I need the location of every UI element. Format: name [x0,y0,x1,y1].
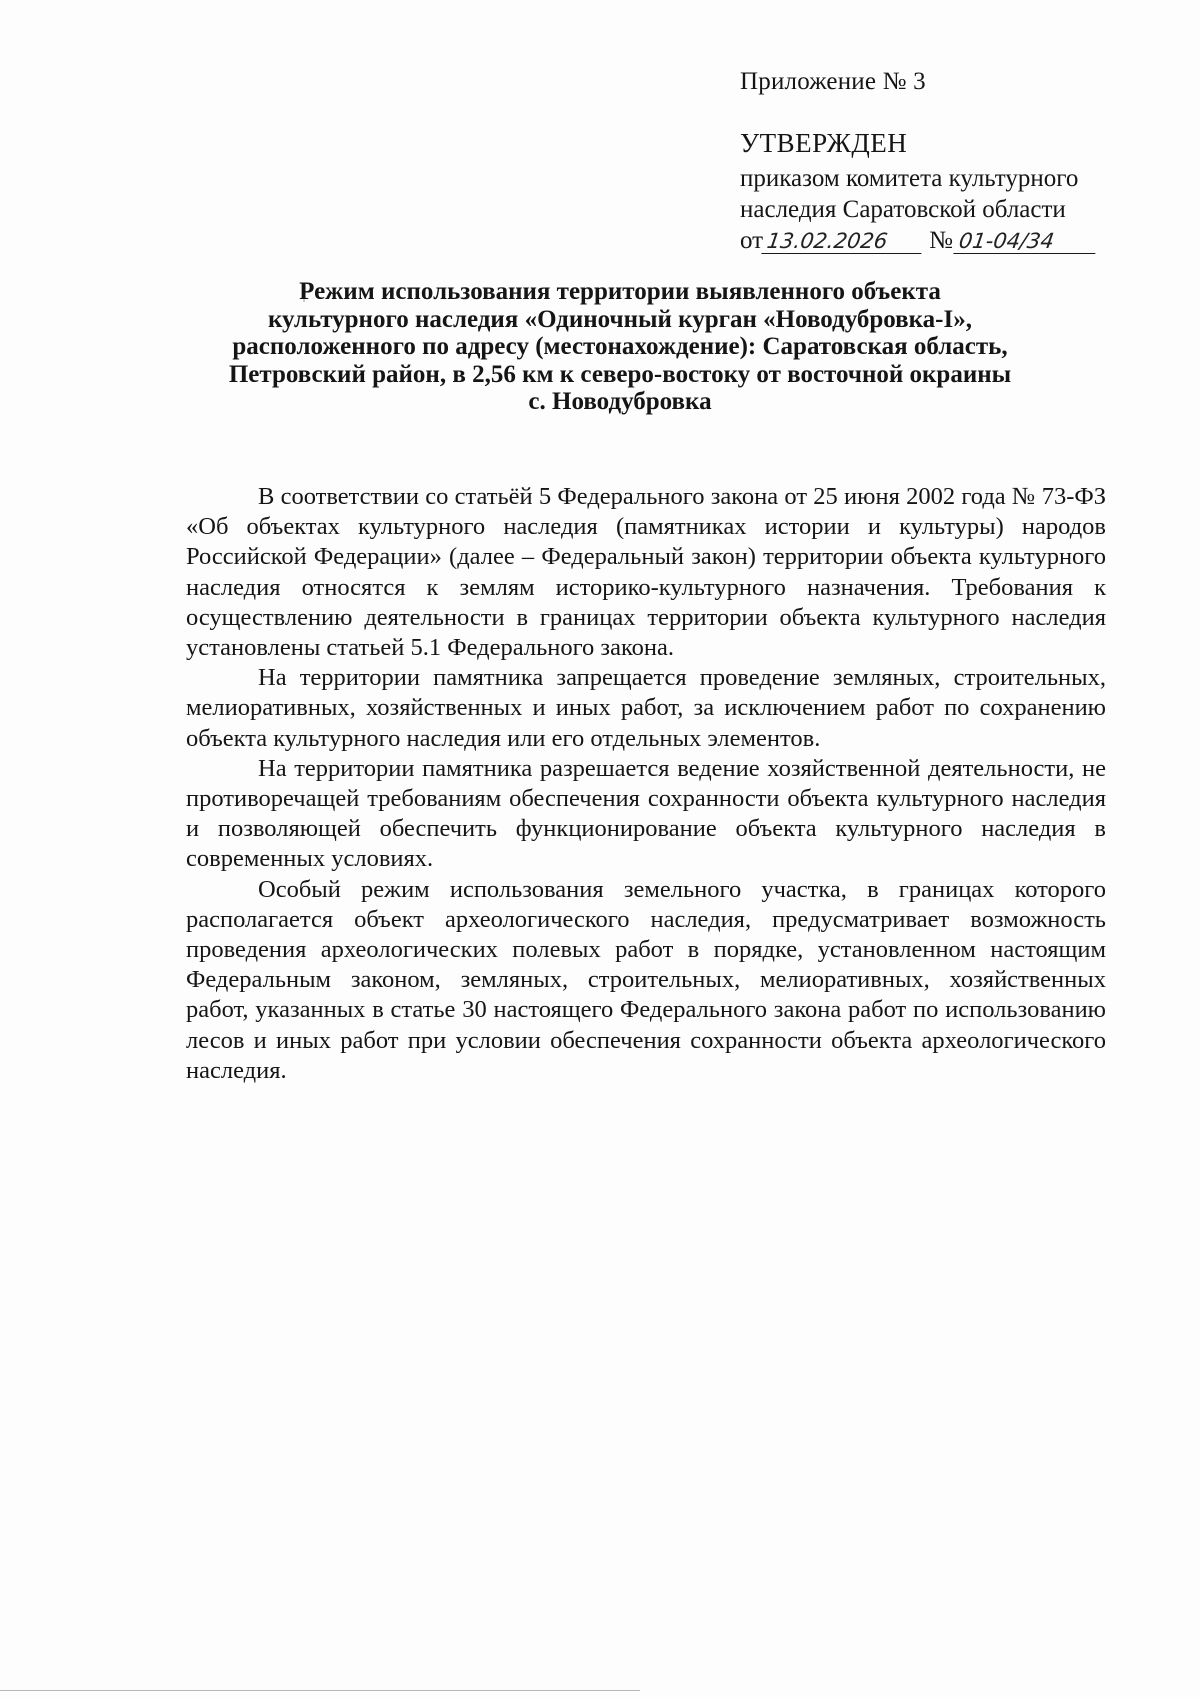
body-paragraph-4: Особый режим использования земельного участка, в границах которого располагается объект археологического наследия, предусматривает возможность проведения археологических полевых работ в порядке, установленном настоящим Федеральным законом, земляных, строительных, мелиоративных, хозяйственных работ, указанных в статье 30 настоящего Федерального закона работ по использованию лесов и иных работ при условии обеспечения сохранности объекта археологического наследия. [186,875,1106,1084]
approved-by-line-2: наследия Саратовской области [740,196,1066,223]
title-line: с. Новодубровка [528,388,712,415]
order-number-sign: № [929,227,953,254]
approved-heading: УТВЕРЖДЕН [740,128,908,158]
appendix-label: Приложение № 3 [740,68,926,95]
order-reference [740,225,1170,256]
document-title [150,278,1090,416]
body-paragraph-2: На территории памятника запрещается проведение земляных, строительных, мелиоративных, хозяйственных и иных работ, за исключением работ по сохранению объекта культурного наследия или его отдельных элементов. [186,664,1106,752]
approved-by-line-1: приказом комитета культурного [740,165,1079,192]
document-body [186,482,1106,1086]
order-date-prefix: от [740,227,764,254]
body-paragraph-3: На территории памятника разрешается ведение хозяйственной деятельности, не противоречащей требованиям обеспечения сохранности объекта культурного наследия и позволяющей обеспечить функционирование объекта культурного наследия в современных условиях. [186,754,1106,873]
title-line: Петровский район, в 2,56 км к северо-востоку от восточной окраины [228,360,1012,388]
title-line: культурного наследия «Одиночный курган «Новодубровка-I», [267,305,972,333]
title-line: расположенного по адресу (местонахождение): Саратовская область, [232,333,1008,360]
order-number-handwritten: 01-04/34 [953,230,1098,254]
approval-block [740,128,1170,256]
order-date-handwritten: 13.02.2026 [761,230,924,254]
body-paragraph-1: В соответствии со статьёй 5 Федерального закона от 25 июня 2002 года № 73-ФЗ «Об объектах культурного наследия (памятниках истории и культуры) народов Российской Федерации» (далее – Федеральный закон) территории объекта культурного наследия относятся к землям историко-культурного назначения. Требования к осуществлению деятельности в границах территории объекта культурного наследия установлены статьей 5.1 Федерального закона. [186,483,1106,662]
title-line: Режим использования территории выявленного объекта [299,278,941,305]
scan-edge-line [0,1690,640,1691]
